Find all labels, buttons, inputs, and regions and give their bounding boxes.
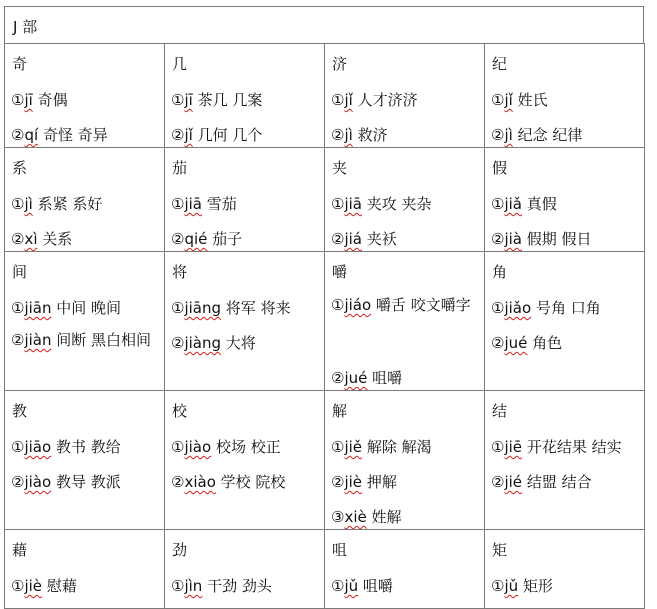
example-words: 几何 几个	[197, 126, 263, 144]
reading-line	[11, 471, 121, 492]
example-words: 姓解	[371, 508, 402, 526]
character-table	[4, 6, 645, 606]
character-heading: 劲	[172, 541, 188, 559]
reading-number: ②	[171, 126, 185, 144]
example-words: 教书 教给	[55, 438, 121, 456]
reading-number: ①	[491, 577, 505, 595]
character-cell	[4, 529, 165, 609]
reading-number: ②	[331, 230, 345, 248]
character-heading: 系	[12, 159, 28, 177]
example-words: 结盟 结合	[526, 473, 592, 491]
example-words: 干劲 劲头	[207, 577, 272, 595]
reading-number: ①	[491, 91, 505, 109]
character-heading: 假	[492, 159, 508, 177]
character-heading: 咀	[332, 541, 348, 559]
reading-line	[491, 193, 557, 214]
pinyin: jiá	[344, 230, 362, 248]
reading-number: ①	[331, 296, 345, 314]
reading-number: ②	[11, 126, 25, 144]
reading-line	[11, 228, 72, 249]
pinyin: jǐ	[344, 91, 353, 109]
reading-line	[171, 436, 281, 457]
pinyin: jiǎ	[504, 195, 522, 213]
reading-line	[331, 367, 402, 388]
character-cell	[164, 147, 325, 252]
character-cell	[164, 529, 325, 609]
example-words: 人才济济	[357, 91, 418, 109]
reading-number: ②	[491, 334, 505, 352]
pinyin: jiè	[24, 577, 43, 595]
example-words: 咀嚼	[362, 577, 393, 595]
reading-line	[331, 124, 388, 145]
pinyin: jìn	[184, 577, 203, 595]
pinyin: jiǎo	[504, 299, 532, 317]
character-cell	[484, 251, 645, 391]
example-words: 夹袄	[366, 230, 397, 248]
example-words: 夹攻 夹杂	[366, 195, 432, 213]
pinyin: jī	[24, 91, 33, 109]
character-cell	[324, 529, 485, 609]
reading-number: ②	[171, 334, 185, 352]
character-cell	[484, 390, 645, 530]
reading-number: ②	[11, 331, 25, 349]
character-cell	[4, 390, 165, 530]
pinyin: jiā	[344, 195, 362, 213]
example-words: 救济	[357, 126, 388, 144]
reading-number: ①	[11, 195, 25, 213]
reading-number: ①	[171, 577, 185, 595]
example-words: 慰藉	[46, 577, 77, 595]
reading-line	[491, 228, 592, 249]
reading-number: ①	[491, 299, 505, 317]
example-words: 茶几 几案	[197, 91, 263, 109]
reading-number: ①	[491, 195, 505, 213]
character-cell	[324, 251, 485, 391]
character-cell	[164, 43, 325, 148]
character-heading: 结	[492, 402, 508, 420]
character-heading: 角	[492, 263, 508, 281]
example-words: 教导 教派	[55, 473, 121, 491]
pinyin: jié	[504, 473, 523, 491]
pinyin: jiàn	[24, 331, 52, 349]
table-header	[4, 6, 644, 44]
reading-number: ①	[331, 91, 345, 109]
character-cell	[164, 390, 325, 530]
reading-line	[331, 193, 432, 214]
reading-number: ②	[11, 230, 25, 248]
pinyin: xiào	[184, 473, 216, 491]
pinyin: jǔ	[504, 577, 519, 595]
example-words: 押解	[366, 473, 397, 491]
reading-line	[11, 323, 159, 358]
character-heading: 夹	[332, 159, 348, 177]
pinyin: jiē	[504, 438, 523, 456]
reading-line	[331, 89, 418, 110]
reading-line	[11, 575, 77, 596]
section-title: J 部	[13, 18, 38, 36]
pinyin: xiè	[344, 508, 367, 526]
character-cell	[164, 251, 325, 391]
pinyin: jì	[344, 126, 353, 144]
example-words: 大将	[225, 334, 256, 352]
example-words: 奇怪 奇异	[42, 126, 108, 144]
reading-line	[331, 436, 432, 457]
example-words: 解除 解渴	[366, 438, 432, 456]
reading-line	[11, 193, 102, 214]
pinyin: jiān	[24, 299, 52, 317]
character-cell	[4, 251, 165, 391]
reading-line	[491, 575, 553, 596]
reading-number: ②	[11, 473, 25, 491]
pinyin: jǐ	[184, 126, 193, 144]
example-words: 雪茄	[206, 195, 237, 213]
example-words: 茄子	[212, 230, 243, 248]
pinyin: jì	[504, 126, 513, 144]
reading-number: ②	[491, 126, 505, 144]
pinyin: jī	[184, 91, 193, 109]
reading-number: ①	[171, 299, 185, 317]
character-cell	[324, 147, 485, 252]
pinyin: jǐ	[504, 91, 513, 109]
pinyin: qié	[184, 230, 208, 248]
character-cell	[484, 43, 645, 148]
reading-line	[491, 124, 582, 145]
pinyin: jiào	[24, 473, 52, 491]
reading-number: ①	[11, 91, 25, 109]
character-heading: 将	[172, 263, 188, 281]
character-cell	[324, 43, 485, 148]
reading-line	[491, 297, 601, 318]
character-heading: 矩	[492, 541, 508, 559]
pinyin: jiāo	[24, 438, 52, 456]
reading-number: ②	[331, 473, 345, 491]
reading-number: ①	[331, 438, 345, 456]
example-words: 奇偶	[37, 91, 68, 109]
reading-number: ①	[331, 577, 345, 595]
reading-line	[171, 332, 256, 353]
pinyin: jì	[24, 195, 33, 213]
example-words: 号角 口角	[535, 299, 601, 317]
example-words: 学校 院校	[220, 473, 286, 491]
reading-line	[171, 297, 291, 318]
character-cell	[324, 390, 485, 530]
pinyin: jiáo	[344, 296, 372, 314]
reading-number: ②	[491, 230, 505, 248]
example-words: 姓氏	[517, 91, 548, 109]
reading-number: ①	[11, 438, 25, 456]
pinyin: jiè	[344, 473, 363, 491]
reading-number: ①	[11, 577, 25, 595]
example-words: 中间 晚间	[56, 299, 122, 317]
character-heading: 间	[12, 263, 28, 281]
reading-line	[331, 471, 397, 492]
reading-line	[491, 471, 592, 492]
reading-line	[171, 471, 285, 492]
reading-number: ①	[171, 438, 185, 456]
example-words: 假期 假日	[526, 230, 592, 248]
example-words: 咀嚼	[372, 369, 403, 387]
reading-line	[491, 332, 562, 353]
pinyin: jué	[504, 334, 528, 352]
reading-line	[11, 436, 121, 457]
reading-number: ②	[331, 369, 345, 387]
reading-line	[11, 124, 108, 145]
example-words: 间断 黑白相间	[56, 331, 152, 349]
pinyin: jiā	[184, 195, 202, 213]
reading-number: ③	[331, 508, 345, 526]
example-words: 开花结果 结实	[526, 438, 622, 456]
reading-number: ①	[11, 299, 25, 317]
pinyin: jià	[504, 230, 522, 248]
reading-line	[171, 228, 242, 249]
reading-line	[331, 575, 393, 596]
example-words: 真假	[526, 195, 557, 213]
reading-number: ①	[171, 195, 185, 213]
character-heading: 嚼	[332, 263, 348, 281]
character-cell	[484, 147, 645, 252]
example-words: 关系	[42, 230, 73, 248]
pinyin: qí	[24, 126, 39, 144]
reading-line	[491, 436, 622, 457]
pinyin: xì	[24, 230, 38, 248]
pinyin: jiě	[344, 438, 363, 456]
pinyin: jǔ	[344, 577, 359, 595]
character-heading: 藉	[12, 541, 28, 559]
reading-number: ②	[171, 230, 185, 248]
reading-line	[11, 89, 68, 110]
character-cell	[484, 529, 645, 609]
reading-number: ①	[331, 195, 345, 213]
pinyin: jiāng	[184, 299, 222, 317]
example-words: 校场 校正	[215, 438, 281, 456]
reading-number: ①	[171, 91, 185, 109]
reading-line	[331, 228, 397, 249]
character-heading: 教	[12, 402, 28, 420]
character-heading: 济	[332, 55, 348, 73]
character-cell	[4, 147, 165, 252]
example-words: 嚼舌 咬文嚼字	[375, 296, 471, 314]
pinyin: jué	[344, 369, 368, 387]
pinyin: jiào	[184, 438, 212, 456]
character-heading: 解	[332, 402, 348, 420]
reading-line	[331, 288, 479, 323]
reading-number: ②	[331, 126, 345, 144]
reading-number: ②	[491, 473, 505, 491]
reading-line	[491, 89, 548, 110]
character-heading: 奇	[12, 55, 28, 73]
character-heading: 几	[172, 55, 188, 73]
character-heading: 茄	[172, 159, 188, 177]
character-cell	[4, 43, 165, 148]
reading-line	[171, 89, 262, 110]
character-heading: 校	[172, 402, 188, 420]
reading-line	[171, 124, 262, 145]
reading-line	[171, 193, 237, 214]
example-words: 系紧 系好	[37, 195, 103, 213]
example-words: 将军 将来	[225, 299, 291, 317]
example-words: 纪念 纪律	[517, 126, 583, 144]
reading-number: ②	[171, 473, 185, 491]
example-words: 矩形	[522, 577, 553, 595]
reading-number: ①	[491, 438, 505, 456]
reading-line	[11, 297, 121, 318]
reading-line	[171, 575, 272, 596]
character-heading: 纪	[492, 55, 508, 73]
pinyin: jiàng	[184, 334, 222, 352]
reading-line	[331, 506, 402, 527]
example-words: 角色	[532, 334, 563, 352]
